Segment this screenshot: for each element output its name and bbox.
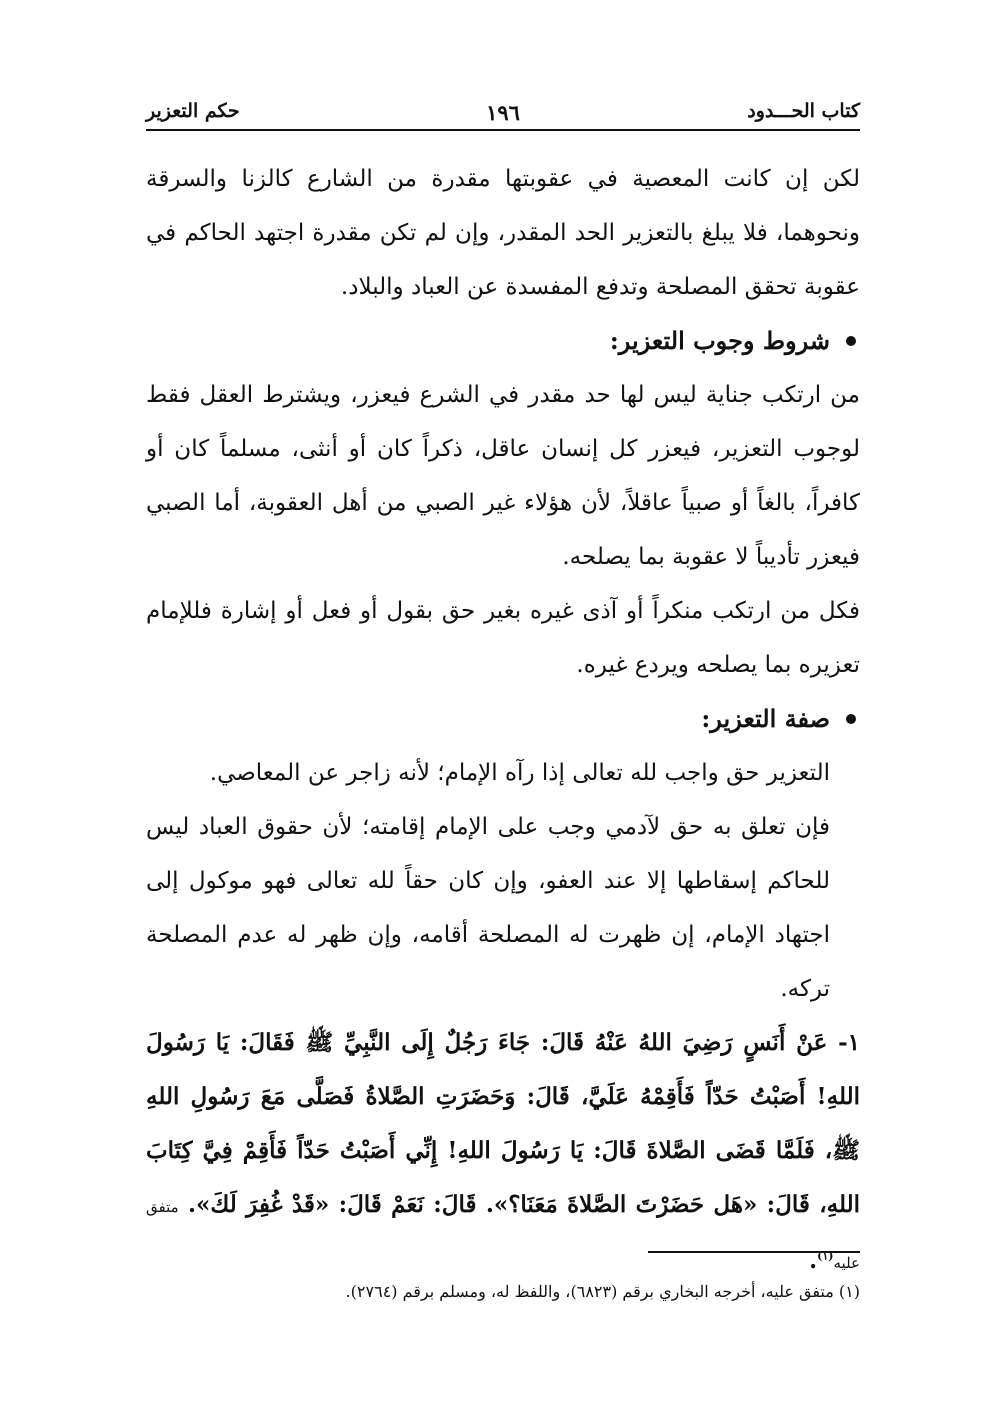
paragraph: من ارتكب جناية ليس لها حد مقدر في الشرع فيعزر، ويشترط العقل فقط لوجوب التعزير، فيعزر كل إنسان عاقل، ذكراً كان أو أنثى، مسلماً كان أو كافراً، بالغاً أو صبياً عاقلاً، لأن هؤلاء غير الصبي من أهل العقوبة، أما الصبي فيعزر تأديباً لا عقوبة بما يصلحه.: [146, 382, 860, 570]
section-heading-conditions: [146, 314, 860, 368]
hadith-paragraph: [146, 1016, 860, 1290]
page-number: ١٩٦: [486, 100, 520, 125]
section-heading-description: [146, 692, 860, 746]
hadith-text: عَنْ أَنَسٍ رَضِيَ اللهُ عَنْهُ قَالَ: جَاءَ رَجُلٌ إِلَى النَّبِيِّ ﷺ فَقَالَ: يَا رَسُولَ اللهِ! أَصَبْتُ حَدّاً فَأَقِمْهُ عَلَيَّ، قَالَ: وَحَضَرَتِ الصَّلاةُ فَصَلَّى مَعَ رَسُولِ اللهِ ﷺ، فَلَمَّا قَضَى الصَّلاةَ قَالَ: يَا رَسُولَ اللهِ! إِنِّي أَصَبْتُ حَدّاً فَأَقِمْ فِيَّ كِتَابَ اللهِ، قَالَ: «هَل حَضَرْتَ الصَّلاةَ مَعَنَا؟». قَالَ: نَعَمْ قَالَ: «قَدْ غُفِرَ لَكَ».: [146, 1029, 860, 1218]
paragraph: لكن إن كانت المعصية في عقوبتها مقدرة من الشارع كالزنا والسرقة ونحوهما، فلا يبلغ بالتعزير الحد المقدر، وإن لم تكن مقدرة اجتهد الحاكم في عقوبة تحقق المصلحة وتدفع المفسدة عن العباد والبلاد.: [146, 166, 860, 300]
hadith-number: ١-: [838, 1029, 860, 1056]
main-text: [146, 152, 860, 1290]
paragraph: فإن تعلق به حق لآدمي وجب على الإمام إقامته؛ لأن حقوق العباد ليس للحاكم إسقاطها إلا عند العفو، وإن كان حقاً لله تعالى فهو موكول إلى اجتهاد الإمام، إن ظهرت له المصلحة أقامه، وإن ظهر له عدم المصلحة تركه.: [146, 814, 830, 1002]
page-header: [146, 100, 860, 130]
bullet-icon: [846, 714, 856, 724]
hadith-source: متفق عليه: [146, 1198, 860, 1272]
hadith-end-mark: .: [809, 1247, 818, 1274]
footnote-divider: [648, 1251, 860, 1253]
running-title-chapter: حكم التعزير: [146, 100, 240, 122]
running-title-book: كتاب الحـــدود: [747, 100, 860, 122]
heading-text: صفة التعزير:: [701, 704, 830, 733]
paragraph: فكل من ارتكب منكراً أو آذى غيره بغير حق بقول أو فعل أو إشارة فللإمام تعزيره بما يصلحه ويردع غيره.: [146, 598, 860, 678]
paragraph: التعزير حق واجب لله تعالى إذا رآه الإمام؛ لأنه زاجر عن المعاصي.: [209, 760, 830, 786]
bullet-icon: [846, 336, 856, 346]
footnote-reference: (١): [817, 1249, 834, 1263]
header-divider: [146, 129, 860, 131]
footnote: (١) متفق عليه، أخرجه البخاري برقم (٦٨٢٣)، واللفظ له، ومسلم برقم (٢٧٦٤).: [345, 1282, 860, 1301]
heading-text: شروط وجوب التعزير:: [609, 326, 830, 355]
